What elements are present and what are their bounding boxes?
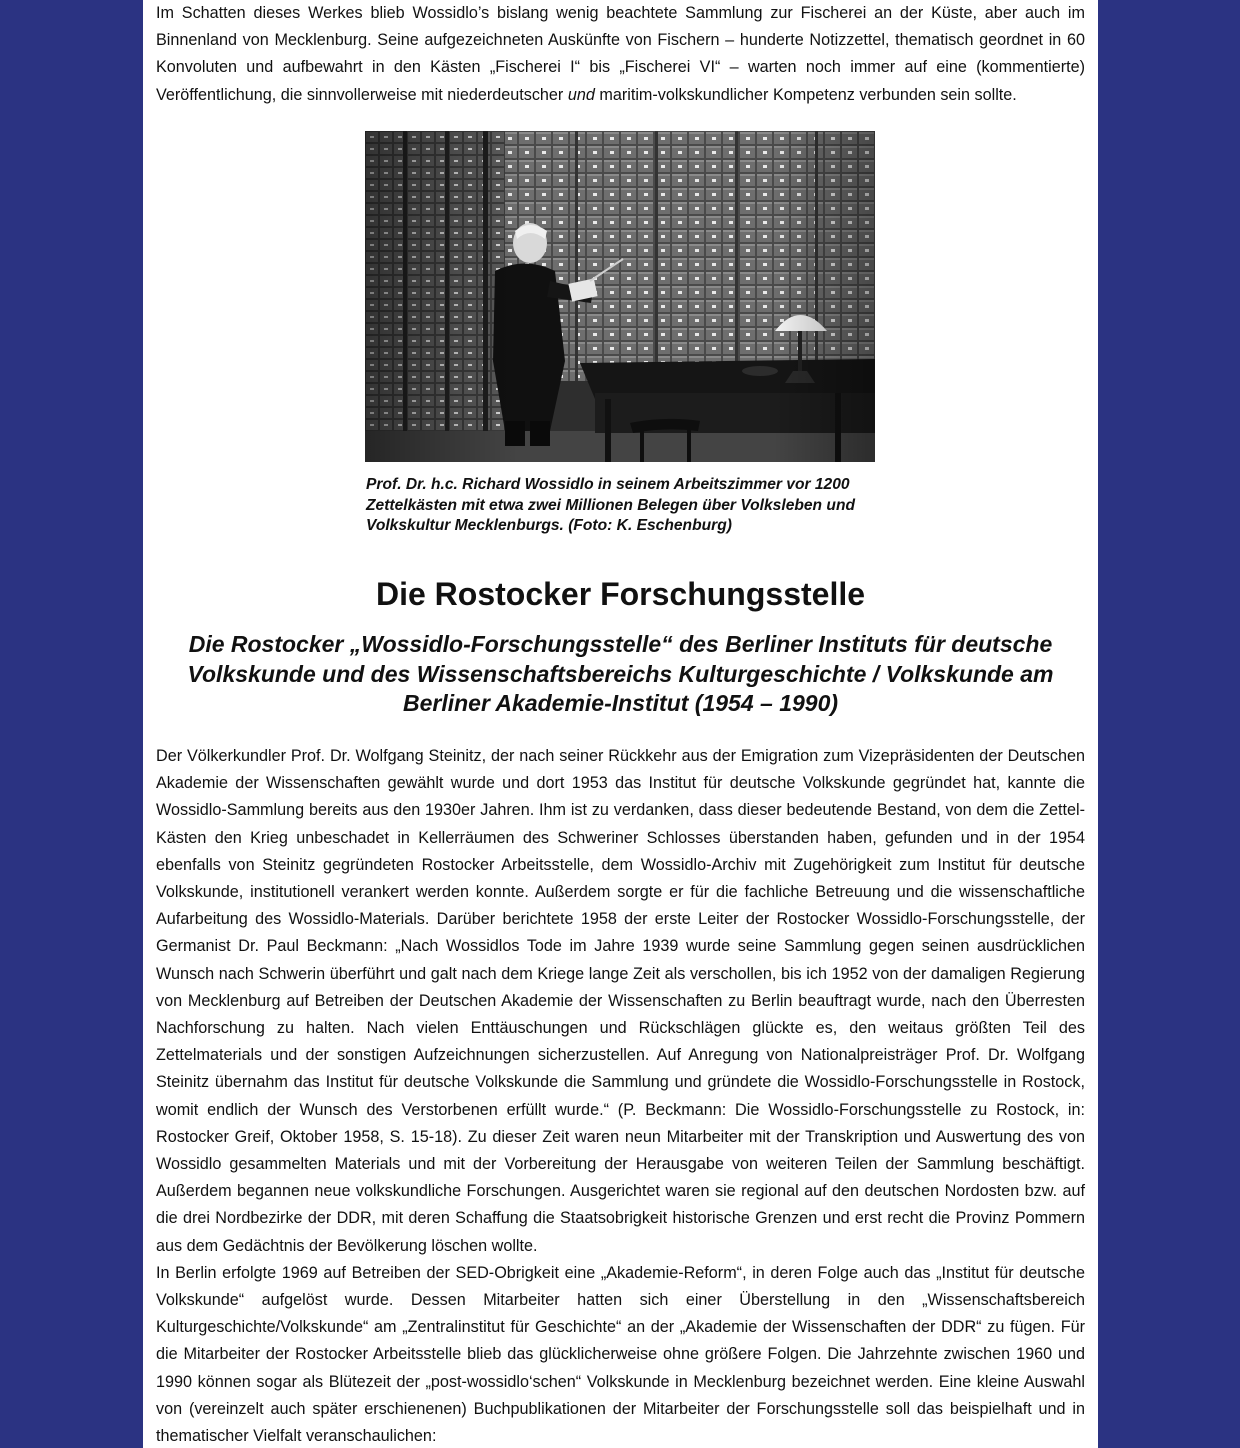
intro-paragraph: Im Schatten dieses Werkes blieb Wossidlo’s bislang wenig beachtete Sammlung zur Fischerei an der Küste, aber auch im Binnenland von Mecklenburg. Seine aufgezeichneten Auskünfte von Fischern – hunderte Notizzettel, thematisch geordnet in 60 Konvoluten und aufbewahrt in den Kästen „Fischerei I“ bis „Fischerei VI“ – warten noch immer auf eine (kommentierte) Veröffentlichung, die sinnvollerweise mit niederdeutscher und maritim-volkskundlicher Kompetenz verbunden sein sollte. xyxy=(156,4,1085,104)
photo-caption: Prof. Dr. h.c. Richard Wossidlo in seinem Arbeitszimmer vor 1200 Zettelkästen mit etwa zwei Millionen Belegen über Volksleben und Volkskultur Mecklenburgs. (Foto: K. Eschenburg) xyxy=(366,476,855,535)
body-text xyxy=(143,743,1098,1448)
document-page xyxy=(143,0,1098,1448)
section-title: Die Rostocker Forschungsstelle xyxy=(375,576,866,612)
archive-photo xyxy=(365,131,875,462)
body-paragraph-1: Der Völkerkundler Prof. Dr. Wolfgang Steinitz, der nach seiner Rückkehr aus der Emigration zum Vizepräsidenten der Deutschen Akademie der Wissenschaften gewählt wurde und dort 1953 das Institut für deutsche Volkskunde gegründet hat, kannte die Wossidlo-Sammlung bereits aus den 1930er Jahren. Ihm ist zu verdanken, dass dieser bedeutende Bestand, von dem die Zettel-Kästen den Krieg unbeschadet in Kellerräumen des Schweriner Schlosses überstanden haben, gefunden und in der 1954 ebenfalls von Steinitz gegründeten Rostocker Arbeitsstelle, dem Wossidlo-Archiv mit Zugehörigkeit zum Institut für deutsche Volkskunde, institutionell verankert werden konnte. Außerdem sorgte er für die fachliche Betreuung und die wissenschaftliche Aufarbeitung des Wossidlo-Materials. Darüber berichtete 1958 der erste Leiter der Rostocker Wossidlo-Forschungsstelle, der Germanist Dr. Paul Beckmann: „Nach Wossidlos Tode im Jahre 1939 wurde seine Sammlung gegen seinen ausdrücklichen Wunsch nach Schwerin überführt und galt nach dem Kriege lange Zeit als verschollen, bis ich 1952 von der damaligen Regierung von Mecklenburg auf Betreiben der Deutschen Akademie der Wissenschaften zu Berlin beauftragt wurde, nach den Überresten Nachforschung zu halten. Nach vielen Enttäuschungen und Rückschlägen glückte es, den weitaus größten Teil des Zettelmaterials und der sonstigen Aufzeichnungen sicherzustellen. Auf Anregung von Nationalpreisträger Prof. Dr. Wolfgang Steinitz übernahm das Institut für deutsche Volkskunde die Sammlung und gründete die Wossidlo-Forschungsstelle in Rostock, womit endlich der Wunsch des Verstorbenen erfüllt wurde.“ (P. Beckmann: Die Wossidlo-Forschungsstelle zu Rostock, in: Rostocker Greif, Oktober 1958, S. 15-18). Zu dieser Zeit waren neun Mitarbeiter mit der Transkription und Auswertung des von Wossidlo gesammelten Materials und mit der Vorbereitung der Herausgabe von weiteren Teilen der Sammlung beschäftigt. Außerdem begannen neue volkskundliche Forschungen. Ausgerichtet waren sie regional auf den deutschen Nordosten bzw. auf die drei Nordbezirke der DDR, mit deren Schaffung die Staatsobrigkeit historische Grenzen und erst recht die Provinz Pommern aus dem Gedächtnis der Bevölkerung löschen wollte. xyxy=(156,747,1085,1255)
photo-illustration xyxy=(365,131,875,462)
body-paragraph-2: In Berlin erfolgte 1969 auf Betreiben der SED-Obrigkeit eine „Akademie-Reform“, in deren Folge auch das „Institut für deutsche Volkskunde“ aufgelöst wurde. Dessen Mitarbeiter hatten sich einer Überstellung in den „Wissenschaftsbereich Kulturgeschichte/Volkskunde“ am „Zentralinstitut für Geschichte“ an der „Akademie der Wissenschaften der DDR“ zu fügen. Für die Mitarbeiter der Rostocker Arbeitsstelle blieb das glücklicherweise ohne größere Folgen. Die Jahrzehnte zwischen 1960 und 1990 können sogar als Blütezeit der „post-wossidlo‘schen“ Volkskunde in Mecklenburg bezeichnet werden. Eine kleine Auswahl von (vereinzelt auch später erschienenen) Buchpublikationen der Mitarbeiter der Forschungsstelle soll das beispielhaft und in thematischer Vielfalt veranschaulichen: xyxy=(156,1263,1085,1446)
section-subtitle: Die Rostocker „Wossidlo-Forschungsstelle“ des Berliner Instituts für deutsche Volkskunde und des Wissenschaftsbereichs Kulturgeschichte / Volkskunde am Berliner Akademie-Institut (1954 – 1990) xyxy=(187,631,1054,716)
emphasis-und: und xyxy=(567,85,595,104)
